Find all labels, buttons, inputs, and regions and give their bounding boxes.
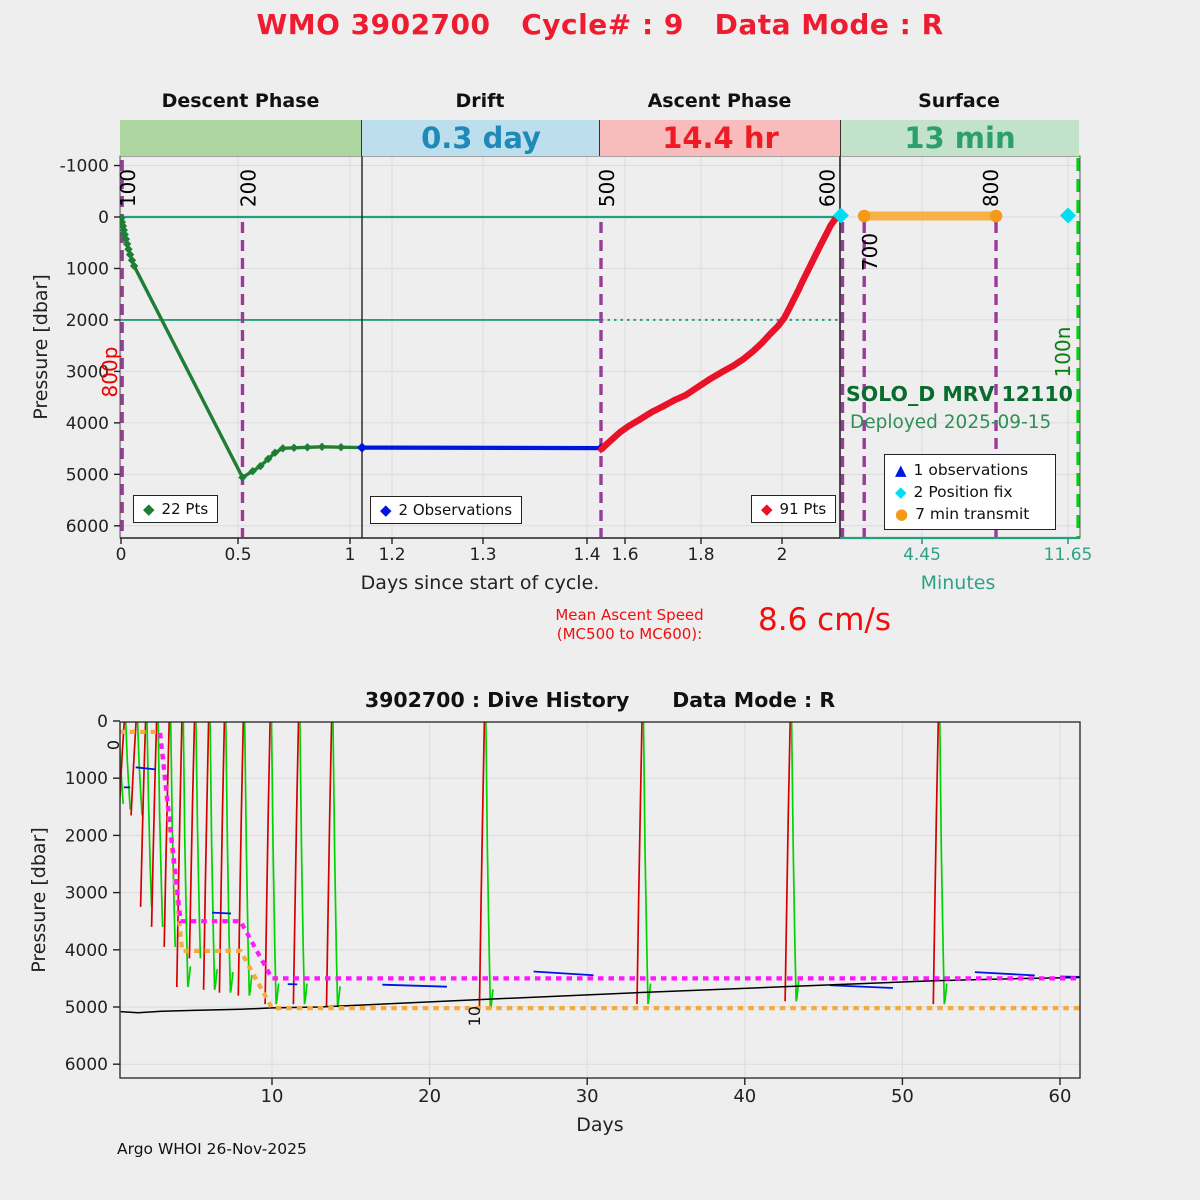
minutes-axis-label: Minutes	[920, 572, 996, 594]
transmit-marker	[990, 210, 1003, 223]
x-tick-label: 1.4	[573, 545, 601, 565]
drift-line	[362, 448, 601, 449]
y-tick-label: -1000	[59, 156, 109, 177]
profile-ascent-line	[1085, 721, 1090, 996]
legend-position-fix-label: 2 Position fix	[913, 483, 1013, 501]
phase-header-ascent: Ascent Phase	[647, 90, 792, 112]
next-cycle-label: 100n	[1051, 326, 1075, 378]
band-surface-duration: 13 min	[840, 120, 1079, 156]
profile-descent-line	[147, 721, 152, 907]
phase-header-descent: Descent Phase	[161, 90, 320, 112]
profile-ascent-line	[152, 721, 157, 927]
y-tick-label: 1000	[64, 769, 108, 790]
minute-tick-label: 11.65	[1043, 545, 1093, 565]
cycle-label-0: 0	[103, 739, 123, 751]
circle-orange-icon: ●	[895, 504, 909, 523]
profile-descent-line	[792, 721, 799, 1001]
bottom-chart	[65, 712, 1092, 1107]
x-tick-label: 10	[260, 1086, 284, 1107]
descent-message-label: 800p	[98, 346, 122, 398]
x-tick-label: 1	[344, 545, 356, 565]
x-tick-label: 1.3	[469, 545, 497, 565]
profile-descent-line	[245, 721, 252, 996]
float-model-label: SOLO_D MRV 12110	[846, 382, 1073, 406]
drift-segment	[534, 972, 594, 976]
page-title: WMO 3902700 Cycle# : 9 Data Mode : R	[256, 8, 944, 41]
legend-transmit-label: 7 min transmit	[915, 505, 1030, 523]
cycle-label-10: 10	[465, 1005, 485, 1027]
bottom-ylabel: Pressure [dbar]	[28, 827, 50, 973]
ascent-speed-caption-line2: (MC500 to MC600):	[556, 624, 703, 643]
top-xlabel: Days since start of cycle.	[360, 572, 600, 594]
x-tick-label: 20	[418, 1086, 442, 1107]
profile-ascent-line	[131, 721, 136, 815]
message-label-100: 100	[116, 168, 141, 208]
y-tick-label: 3000	[64, 883, 108, 904]
message-label-700: 700	[858, 232, 883, 272]
legend-descent-label: 22 Pts	[161, 500, 209, 518]
legend-row-transmit	[895, 504, 1045, 524]
y-tick-label: 0	[97, 712, 108, 732]
profile-ascent-line	[327, 721, 332, 1007]
profile-ascent-line	[265, 721, 270, 1004]
drift-segment	[830, 985, 893, 988]
y-tick-label: 6000	[64, 1055, 108, 1076]
minute-tick-label: 4.45	[903, 545, 941, 565]
profile-descent-line	[644, 721, 651, 1004]
descent-marker	[290, 444, 298, 452]
x-tick-label: 30	[575, 1086, 599, 1107]
profile-descent-line	[158, 721, 163, 927]
diamond-red-icon: ◆	[761, 499, 773, 518]
profile-ascent-line	[637, 721, 642, 1004]
ascent-line	[601, 217, 840, 450]
message-label-600: 600	[815, 168, 840, 208]
legend-row-position-fix	[895, 482, 1045, 502]
profile-depth-line	[160, 733, 1088, 978]
y-tick-label: 2000	[64, 826, 108, 847]
descent-marker	[303, 443, 311, 451]
drift-segment	[212, 913, 231, 914]
drift-marker	[357, 443, 367, 453]
descent-marker	[337, 443, 345, 451]
diamond-blue-icon: ◆	[380, 500, 392, 519]
y-tick-label: 4000	[64, 940, 108, 961]
y-tick-label: 6000	[65, 516, 109, 537]
diamond-green-icon: ◆	[143, 499, 155, 518]
position-fix-marker	[1060, 208, 1076, 224]
profile-descent-line	[272, 721, 279, 1004]
y-tick-label: 5000	[65, 465, 109, 486]
legend-ascent-label: 91 Pts	[779, 500, 827, 518]
legend-drift-label: 2 Observations	[398, 501, 513, 519]
legend-observations-label: 1 observations	[913, 461, 1029, 479]
ascent-speed-caption-line1: Mean Ascent Speed	[555, 606, 704, 624]
profile-ascent-line	[933, 721, 938, 1004]
ascent-speed-caption	[532, 606, 727, 644]
x-tick-label: 1.2	[378, 545, 406, 565]
profile-descent-line	[126, 721, 131, 810]
x-tick-label: 1.6	[611, 545, 639, 565]
deployed-date-label: Deployed 2025-09-15	[850, 412, 1052, 433]
legend-drift	[370, 496, 522, 524]
band-drift-duration: 0.3 day	[361, 120, 600, 156]
message-label-200: 200	[236, 168, 261, 208]
profile-descent-line	[196, 721, 201, 958]
x-tick-label: 60	[1048, 1086, 1072, 1107]
y-tick-label: 4000	[65, 413, 109, 434]
ascent-speed-value: 8.6 cm/s	[758, 602, 891, 638]
message-label-800: 800	[979, 168, 1004, 208]
profile-ascent-line	[238, 721, 243, 996]
x-tick-label: 50	[890, 1086, 914, 1107]
legend-ascent	[751, 495, 836, 523]
profile-descent-line	[940, 721, 947, 1004]
profile-ascent-line	[293, 721, 298, 1004]
top-ylabel: Pressure [dbar]	[30, 274, 52, 420]
profile-ascent-line	[785, 721, 790, 1001]
y-tick-label: 5000	[64, 998, 108, 1018]
profile-descent-line	[333, 721, 340, 1007]
bottom-series	[119, 721, 1092, 1013]
phase-header-surface: Surface	[918, 90, 1000, 112]
y-tick-label: 0	[98, 208, 109, 228]
x-tick-label: 2	[776, 545, 788, 565]
profile-ascent-line	[164, 721, 169, 947]
legend-descent	[133, 495, 218, 523]
legend-surface	[884, 454, 1056, 530]
y-tick-label: 3000	[65, 362, 109, 383]
y-tick-label: 1000	[65, 259, 109, 280]
profile-descent-line	[486, 721, 493, 1010]
message-label-500: 500	[595, 168, 619, 208]
drift-segment	[975, 972, 1035, 975]
descent-marker	[318, 443, 326, 451]
phase-header-drift: Drift	[455, 90, 505, 112]
dive-history-title: 3902700 : Dive History Data Mode : R	[364, 688, 836, 712]
bottom-plot-box	[120, 722, 1080, 1078]
diamond-cyan-icon: ◆	[895, 482, 907, 501]
bottom-xlabel: Days	[576, 1114, 624, 1136]
legend-row-observations	[895, 460, 1045, 480]
band-ascent-duration: 14.4 hr	[599, 120, 841, 156]
x-tick-label: 1.8	[687, 545, 715, 565]
band-descent	[120, 120, 361, 156]
profile-descent-line	[300, 721, 307, 1004]
profile-descent-line	[171, 721, 176, 947]
drift-segment	[382, 985, 447, 987]
transmit-marker	[858, 210, 871, 223]
y-tick-label: 2000	[65, 310, 109, 331]
x-tick-label: 40	[733, 1086, 757, 1107]
x-tick-label: 0.5	[224, 545, 252, 565]
top-series	[117, 213, 844, 481]
credit-line: Argo WHOI 26-Nov-2025	[117, 1140, 307, 1158]
triangle-blue-icon: ▲	[895, 460, 907, 479]
x-tick-label: 0	[115, 545, 127, 565]
profile-ascent-line	[479, 721, 484, 1010]
